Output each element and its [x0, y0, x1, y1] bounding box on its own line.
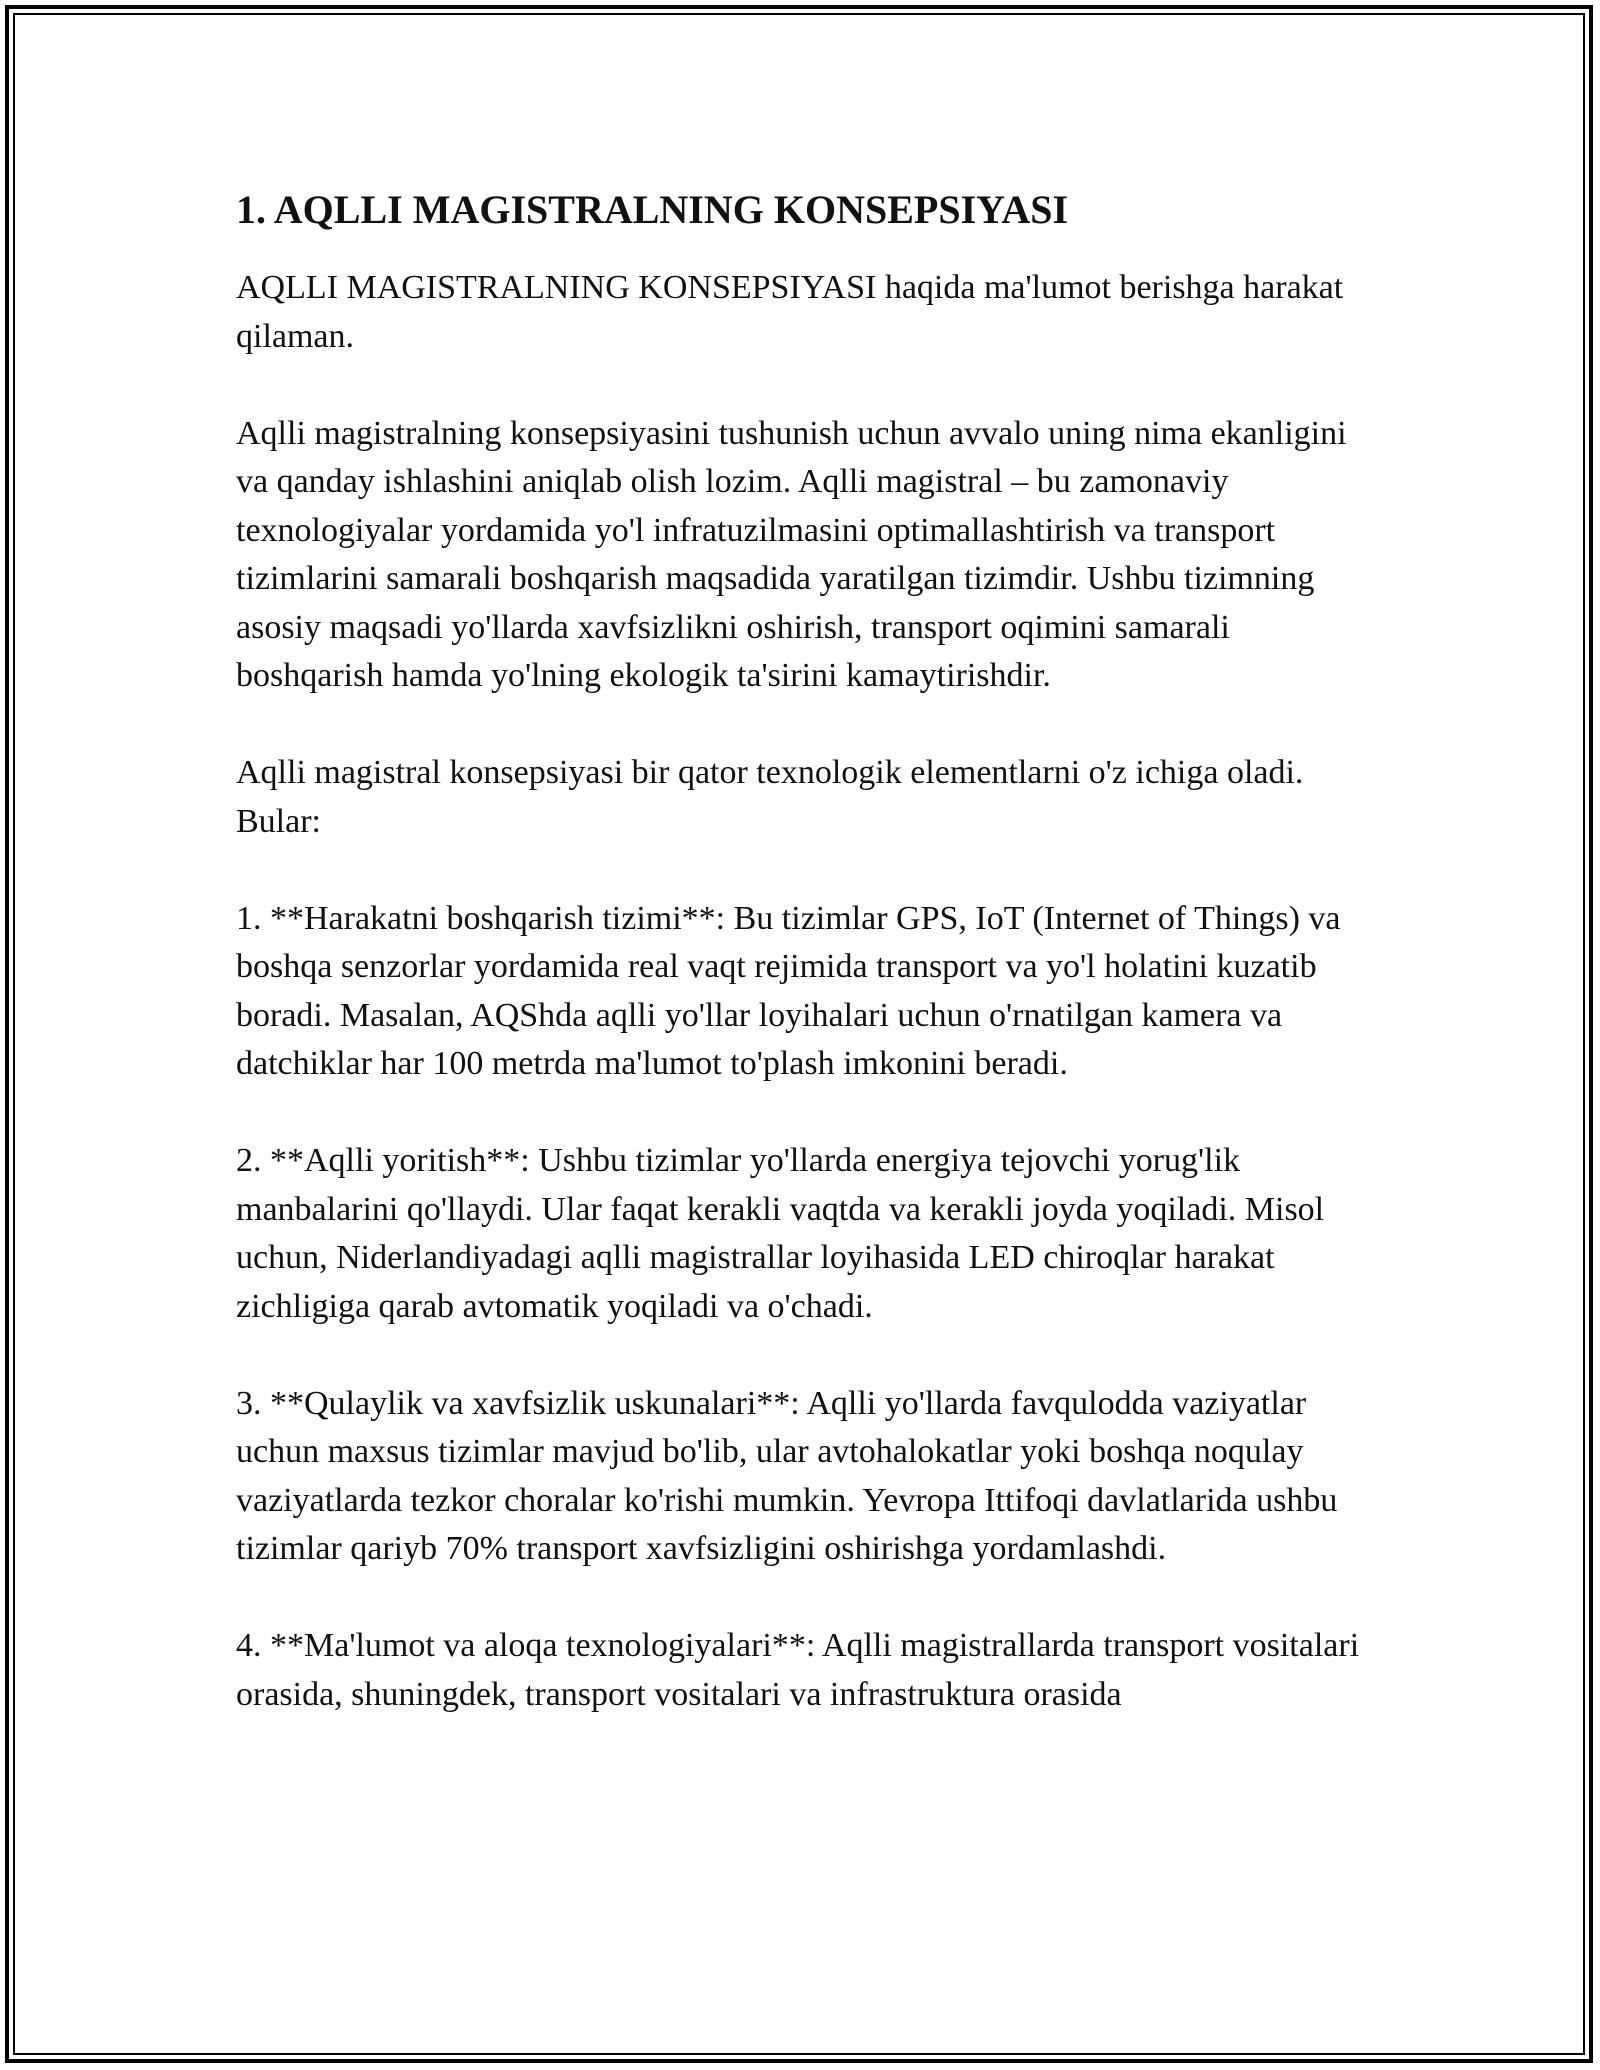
- paragraph-intro: AQLLI MAGISTRALNING KONSEPSIYASI haqida ma'lumot berishga harakat qilaman.: [236, 269, 1344, 355]
- list-item-smart-lighting: 2. **Aqlli yoritish**: Ushbu tizimlar yo'llarda energiya tejovchi yorug'lik manbalarini qo'llaydi. Ular faqat kerakli vaqtda va kerakli joyda yoqiladi. Misol uchun, Niderlandiyadagi aqlli magistrallar loyihasida LED chiroqlar harakat zichligiga qarab avtomatik yoqiladi va o'chadi.: [236, 1142, 1325, 1325]
- document-body: [236, 186, 1366, 1719]
- list-item-traffic-control: 1. **Harakatni boshqarish tizimi**: Bu tizimlar GPS, IoT (Internet of Things) va boshqa senzorlar yordamida real vaqt rejimida transport va yo'l holatini kuzatib boradi. Masalan, AQShda aqlli yo'llar loyihalari uchun o'rnatilgan kamera va datchiklar har 100 metrda ma'lumot to'plash imkonini beradi.: [236, 899, 1341, 1082]
- paragraph-elements-intro: Aqlli magistral konsepsiyasi bir qator texnologik elementlarni o'z ichiga oladi. Bular:: [236, 754, 1304, 840]
- list-item-communication-tech: 4. **Ma'lumot va aloqa texnologiyalari**: Aqlli magistrallarda transport vositalari orasida, shuningdek, transport vositalari va infrastruktura orasida: [236, 1627, 1360, 1713]
- document-title: 1. AQLLI MAGISTRALNING KONSEPSIYASI: [236, 187, 1069, 232]
- paragraph-definition: Aqlli magistralning konsepsiyasini tushunish uchun avvalo uning nima ekanligini va qanday ishlashini aniqlab olish lozim. Aqlli magistral – bu zamonaviy texnologiyalar yordamida yo'l infratuzilmasini optimallashtirish va transport tizimlarini samarali boshqarish maqsadida yaratilgan tizimdir. Ushbu tizimning asosiy maqsadi yo'llarda xavfsizlikni oshirish, transport oqimini samarali boshqarish hamda yo'lning ekologik ta'sirini kamaytirishdir.: [236, 414, 1347, 694]
- list-item-safety-equipment: 3. **Qulaylik va xavfsizlik uskunalari**: Aqlli yo'llarda favqulodda vaziyatlar uchun maxsus tizimlar mavjud bo'lib, ular avtohalokatlar yoki boshqa noqulay vaziyatlarda tezkor choralar ko'rishi mumkin. Yevropa Ittifoqi davlatlarida ushbu tizimlar qariyb 70% transport xavfsizligini oshirishga yordamlashdi.: [236, 1384, 1338, 1567]
